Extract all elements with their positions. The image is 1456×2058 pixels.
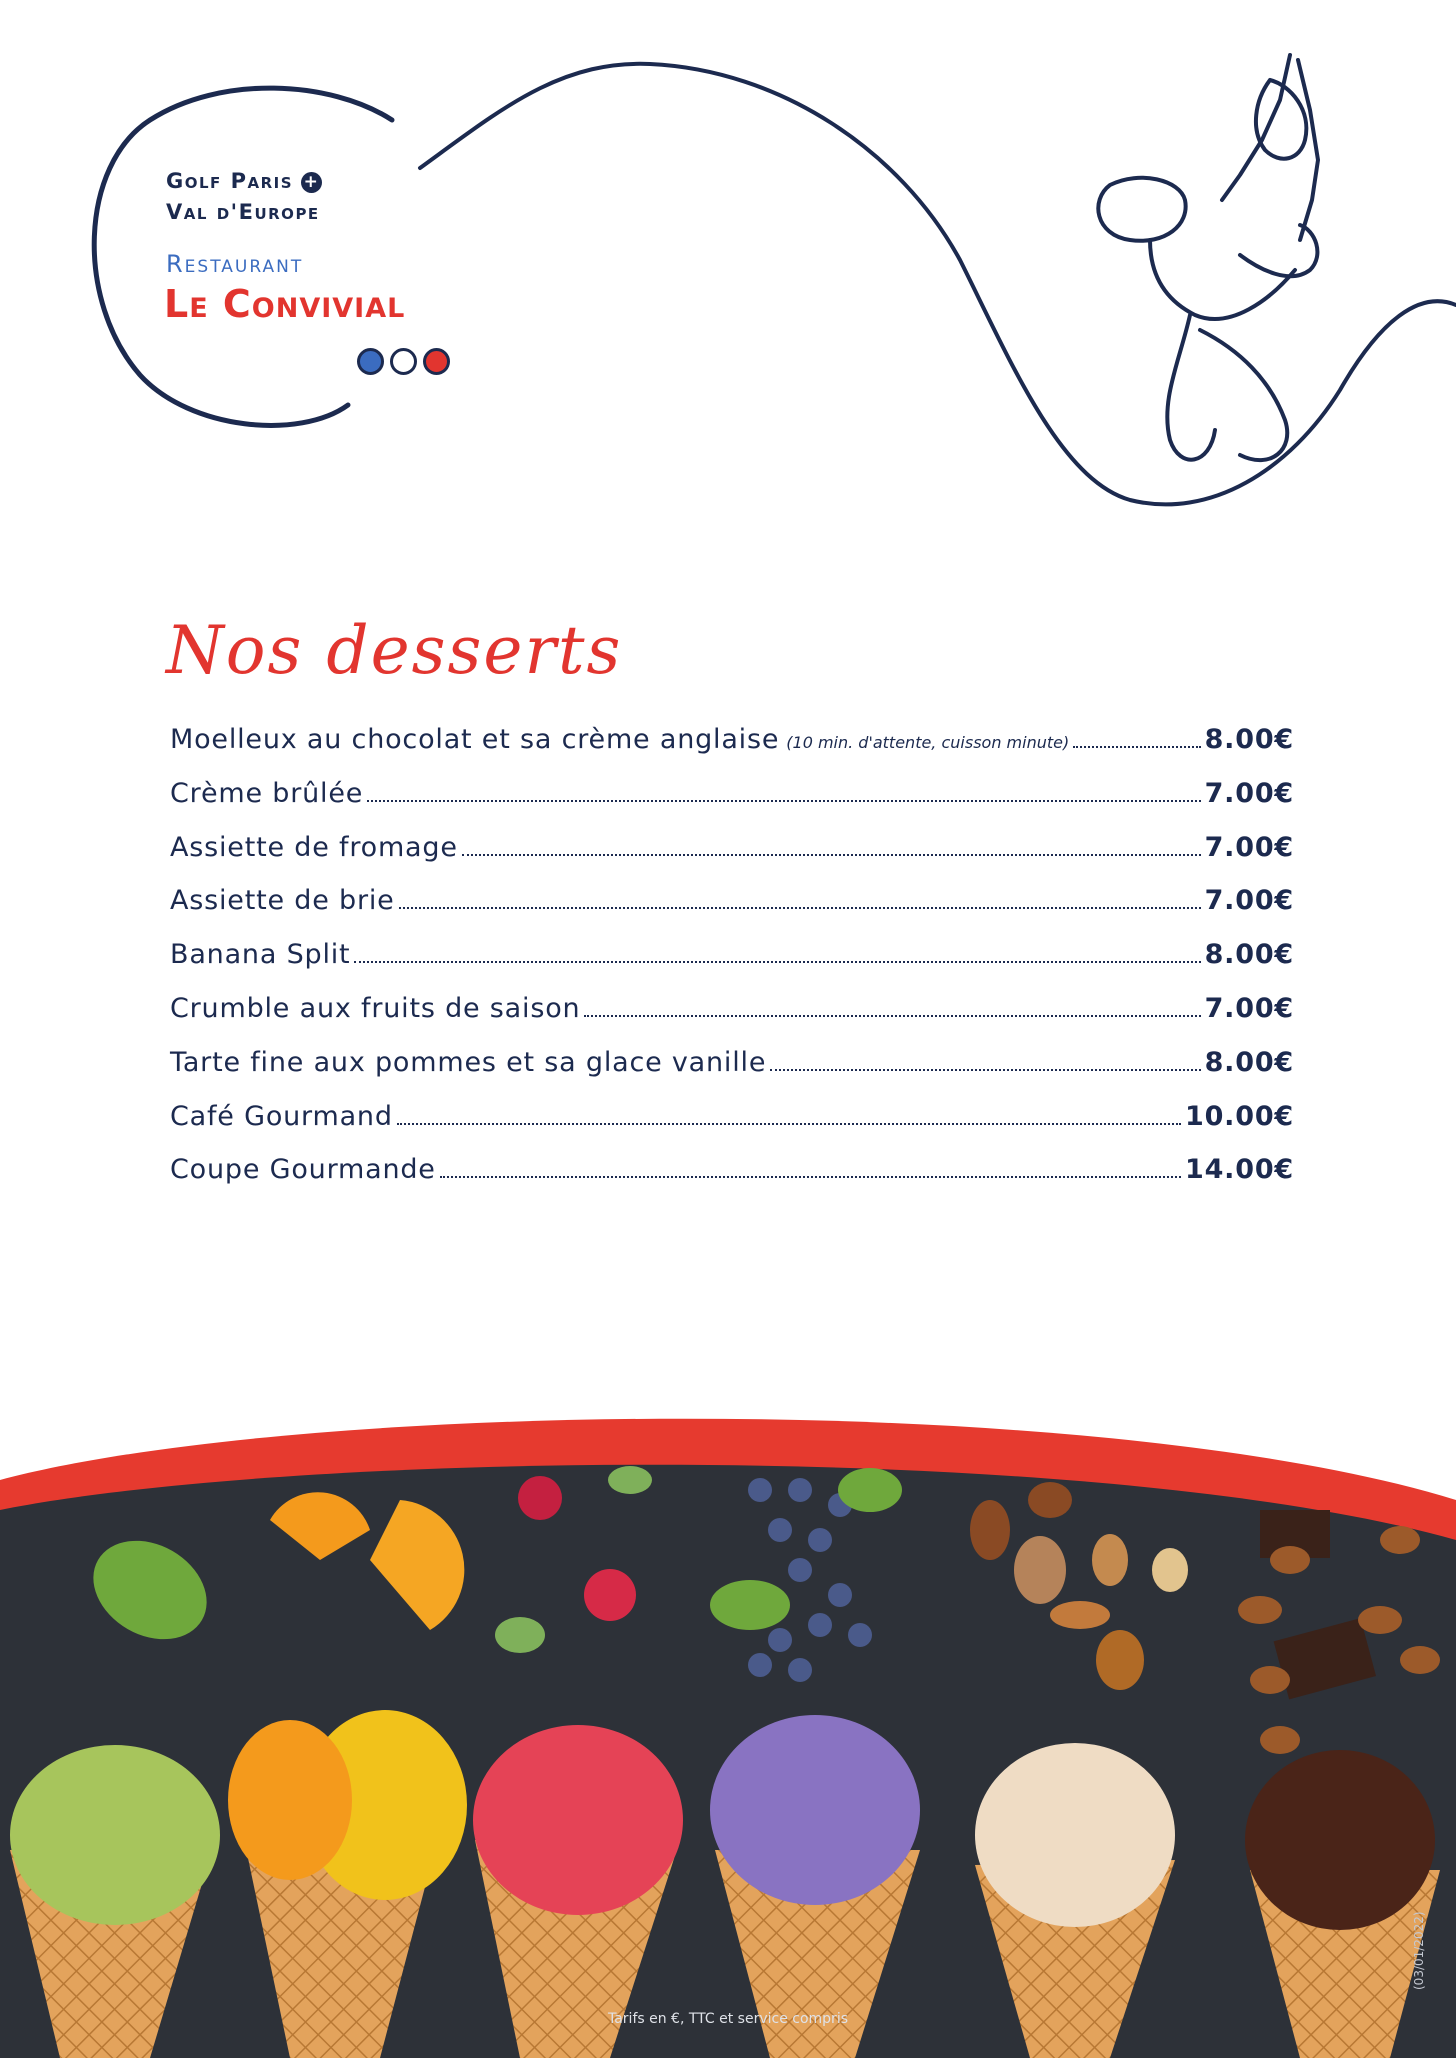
menu-item-price: 7.00€ [1204, 831, 1294, 863]
menu-item-name: Assiette de fromage [170, 831, 458, 863]
menu-item-name: Crème brûlée [170, 777, 364, 809]
dotted-leader [1073, 746, 1200, 748]
red-dot-icon [423, 348, 450, 375]
dotted-leader [770, 1069, 1200, 1071]
menu-item-price: 7.00€ [1204, 992, 1294, 1024]
menu-item [170, 778, 1294, 832]
menu-item [170, 1101, 1294, 1155]
golfer-icon [1098, 55, 1318, 460]
menu-item-price: 8.00€ [1204, 939, 1294, 971]
menu-item-price: 10.00€ [1185, 1100, 1294, 1132]
menu-item-name: Crumble aux fruits de saison [170, 992, 581, 1024]
menu-item-price: 8.00€ [1204, 1046, 1294, 1078]
logo-line-art [0, 0, 1456, 560]
restaurant-name: Le Convivial [164, 282, 406, 326]
dotted-leader [354, 961, 1200, 963]
blue-dot-icon [357, 348, 384, 375]
dessert-menu [170, 724, 1294, 1208]
ice-cream-photo [0, 1410, 1456, 2058]
restaurant-label: Restaurant [166, 250, 304, 278]
plus-icon: + [301, 172, 322, 193]
dotted-leader [367, 800, 1200, 802]
menu-item-name: Banana Split [170, 939, 351, 971]
pricing-note: Tarifs en €, TTC et service compris [607, 2011, 849, 2027]
menu-item-name: Assiette de brie [170, 885, 395, 917]
menu-item [170, 832, 1294, 886]
menu-item [170, 1047, 1294, 1101]
brand-line-golf [166, 166, 322, 197]
logo-dots [357, 348, 450, 375]
menu-item [170, 724, 1294, 778]
menu-item-price: 7.00€ [1204, 885, 1294, 917]
white-dot-icon [390, 348, 417, 375]
dotted-leader [399, 907, 1201, 909]
menu-item-price: 7.00€ [1204, 777, 1294, 809]
date-code: (03/01/2022) [1412, 1911, 1426, 1990]
menu-item-name: Tarte fine aux pommes et sa glace vanille [170, 1046, 767, 1078]
section-title: Nos desserts [166, 612, 623, 689]
dotted-leader [584, 1015, 1200, 1017]
dotted-leader [397, 1123, 1181, 1125]
brand-block [166, 166, 322, 228]
brand-name: Golf Paris [166, 169, 294, 193]
menu-item [170, 885, 1294, 939]
menu-item [170, 993, 1294, 1047]
menu-item-note: (10 min. d'attente, cuisson minute) [786, 733, 1070, 752]
menu-item-name: Café Gourmand [170, 1100, 393, 1132]
dotted-leader [440, 1176, 1181, 1178]
dotted-leader [462, 854, 1201, 856]
menu-item [170, 939, 1294, 993]
menu-item-price: 14.00€ [1185, 1154, 1294, 1186]
menu-item-price: 8.00€ [1204, 724, 1294, 755]
menu-item [170, 1154, 1294, 1208]
menu-item-name: Coupe Gourmande [170, 1154, 436, 1186]
menu-item-name: Moelleux au chocolat et sa crème anglaise [170, 724, 780, 755]
brand-line-location: Val d'Europe [166, 200, 320, 224]
